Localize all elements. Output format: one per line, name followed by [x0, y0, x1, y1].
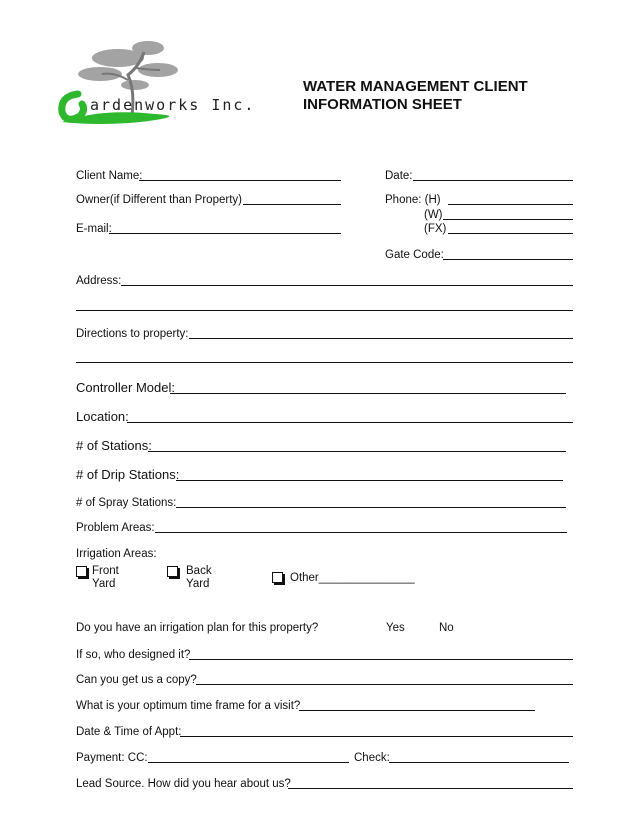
company-logo [40, 30, 290, 140]
yes-option[interactable]: Yes [386, 622, 405, 634]
back-yard-label-2: Yard [186, 578, 210, 590]
front-yard-checkbox[interactable] [76, 566, 87, 577]
appointment-field[interactable] [180, 736, 573, 737]
time-frame-label: What is your optimum time frame for a visit? [76, 700, 301, 712]
address-field[interactable] [121, 285, 573, 286]
client-name-field[interactable] [139, 180, 341, 181]
spray-stations-label: # of Spray Stations: [76, 497, 177, 509]
date-field[interactable] [413, 180, 573, 181]
appointment-label: Date & Time of Appt: [76, 726, 182, 738]
front-yard-label-1: Front [92, 565, 119, 577]
address-label: Address: [76, 275, 122, 287]
front-yard-label-2: Yard [92, 578, 116, 590]
other-checkbox[interactable] [272, 572, 283, 583]
drip-stations-field[interactable] [176, 480, 563, 481]
email-label: E-mail: [76, 223, 112, 235]
gate-code-label: Gate Code: [385, 249, 444, 261]
phone-work-field[interactable] [443, 219, 573, 220]
copy-field[interactable] [196, 684, 573, 685]
designer-label: If so, who designed it? [76, 649, 191, 661]
no-option[interactable]: No [439, 622, 454, 634]
location-field[interactable] [127, 422, 573, 423]
address-field-line-2[interactable] [76, 310, 573, 311]
controller-model-field[interactable] [170, 393, 566, 394]
controller-model-label: Controller Model: [76, 380, 175, 395]
spray-stations-field[interactable] [176, 507, 566, 508]
time-frame-field[interactable] [299, 710, 535, 711]
email-field[interactable] [109, 233, 341, 234]
directions-field[interactable] [189, 338, 573, 339]
lead-source-label: Lead Source. How did you hear about us? [76, 778, 291, 790]
form-title-line-2: INFORMATION SHEET [303, 96, 462, 113]
stations-field[interactable] [148, 451, 566, 452]
phone-home-field[interactable] [448, 204, 573, 205]
other-label[interactable]: Other_______________ [290, 572, 415, 584]
problem-areas-label: Problem Areas: [76, 522, 155, 534]
company-name: ardenworks Inc. [90, 96, 256, 114]
drip-stations-label: # of Drip Stations: [76, 467, 180, 482]
form-title-line-1: WATER MANAGEMENT CLIENT [303, 78, 528, 95]
copy-label: Can you get us a copy? [76, 674, 197, 686]
phone-work-label: (W) [424, 209, 443, 221]
irrigation-areas-label: Irrigation Areas: [76, 548, 157, 560]
check-field[interactable] [389, 762, 569, 763]
problem-areas-field[interactable] [155, 532, 567, 533]
irrigation-plan-question: Do you have an irrigation plan for this property? [76, 622, 319, 634]
date-label: Date: [385, 170, 413, 182]
directions-field-line-2[interactable] [76, 362, 573, 363]
phone-fax-field[interactable] [448, 233, 573, 234]
payment-cc-label: Payment: CC: [76, 752, 148, 764]
phone-home-label: Phone: (H) [385, 194, 441, 206]
back-yard-checkbox[interactable] [167, 566, 178, 577]
designer-field[interactable] [189, 659, 573, 660]
payment-cc-field[interactable] [148, 762, 349, 763]
stations-label: # of Stations: [76, 438, 152, 453]
phone-fax-label: (FX) [424, 223, 447, 235]
directions-label: Directions to property: [76, 328, 189, 340]
check-label: Check: [354, 752, 390, 764]
client-name-label: Client Name: [76, 170, 143, 182]
tree-icon [40, 30, 290, 140]
owner-field[interactable] [243, 204, 341, 205]
back-yard-label-1: Back [186, 565, 212, 577]
gate-code-field[interactable] [443, 259, 573, 260]
owner-label: Owner(if Different than Property) [76, 194, 242, 206]
lead-source-field[interactable] [288, 788, 573, 789]
location-label: Location: [76, 409, 129, 424]
